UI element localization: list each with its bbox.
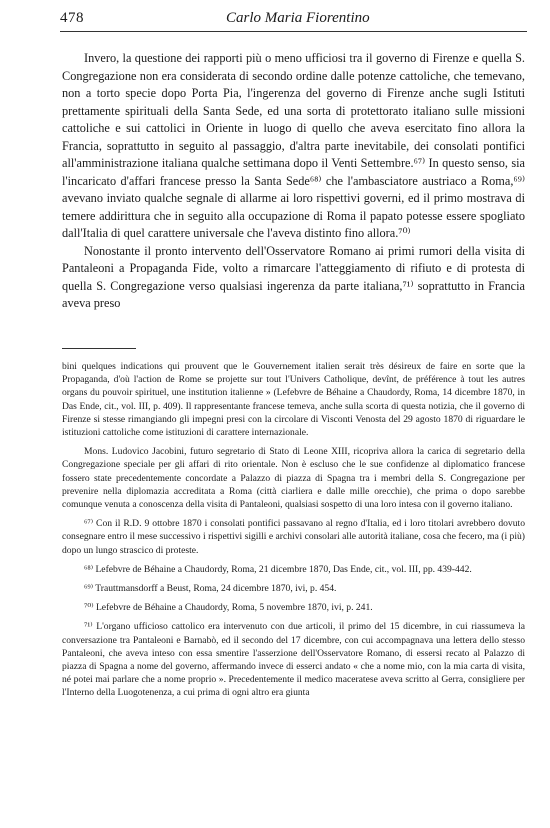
header-rule xyxy=(60,31,527,32)
footnotes xyxy=(62,360,525,700)
page-header xyxy=(0,10,550,32)
footnote-paragraph: Mons. Ludovico Jacobini, futuro segretario di Stato di Leone XIII, ricopriva allora la carica di segretario della Congregazione speciale per gli affari di rito orientale. Non è escluso che le sue confidenze al diplomatico francese fossero state precedentemente concordate a Palazzo di piazza di Spagna tra i membri della S. Congregazione per prevenire nella diplomazia accreditata a Roma (città ciarliera e dalle mille orecchie), che prima o dopo sarebbe comunque venuta a conoscenza della visita di Pantaleoni, qualsiasi sospetto di una loro intesa con il governo italiano. xyxy=(62,446,525,511)
page-number: 478 xyxy=(60,10,84,26)
running-title: Carlo Maria Fiorentino xyxy=(226,10,370,26)
footnote-67: ⁶⁷⁾ Con il R.D. 9 ottobre 1870 i consolati pontifici passavano al regno d'Italia, ed i loro titolari avrebbero dovuto consegnare entro il mese successivo i rispettivi sigilli e archivi consolari alle autorità italiane, cosa che fecero, ma (i più) dopo un lungo strascico di proteste. xyxy=(62,518,525,556)
main-paragraph-1: Invero, la questione dei rapporti più o meno ufficiosi tra il governo di Firenze e quella S. Congregazione non era considerata di secondo ordine dalle potenze cattoliche, che temevano, non a torto specie dopo Porta Pia, l'ingerenza del governo di Firenze anche sugli Istituti prettamente spirituali della Santa Sede, ed una sorta di protettorato italiano sulle missioni cattoliche e sui cattolici in Oriente in luogo di quello che aveva esercitato fino allora la Francia, soprattutto in seguito al passaggio, d'altra parte inevitabile, dei consolati pontifici all'amministrazione italiana qualche settimana dopo il Venti Settembre.⁶⁷⁾ In questo senso, sia l'incaricato d'affari francese presso la Santa Sede⁶⁸⁾ che l'ambasciatore austriaco a Roma,⁶⁹⁾ avevano inviato qualche segnale di allarme ai loro rispettivi governi, ed il primo mostrava di temere addirittura che in seguito alla occupazione di Roma il papato potesse essere spogliato dall'Italia di quel carattere universale che l'aveva distinto fino allora.⁷⁰⁾ xyxy=(62,51,525,240)
footnote-69: ⁶⁹⁾ Trauttmansdorff a Beust, Roma, 24 dicembre 1870, ivi, p. 454. xyxy=(84,583,337,595)
main-text xyxy=(62,50,525,313)
footnote-separator xyxy=(62,348,136,349)
main-paragraph-2: Nonostante il pronto intervento dell'Osservatore Romano ai primi rumori della visita di Pantaleoni a Propaganda Fide, volto a rimarcare l'atteggiamento di rifiuto e di protesta di quella S. Congregazione verso qualsiasi ingerenza da parte italiana,⁷¹⁾ soprattutto in Francia aveva preso xyxy=(62,243,525,310)
footnote-71: ⁷¹⁾ L'organo ufficioso cattolico era intervenuto con due articoli, il primo del 15 dicembre, in cui riassumeva la conversazione tra Pantaleoni e Barnabò, ed il secondo del 17 dicembre, con cui accompagnava una lettera dello stesso Pantaleoni, che aveva inteso con essa smentire l'asserzione dell'Osservatore Romano, di essersi recato al Palazzo di piazza di Spagna a nome del governo, affermando invece di esserci andato « che a nome mio, con la mia carta di visita, né potei mai parlare che a nome proprio ». Precedentemente il medico maceratese aveva scritto al Gerra, consigliere per l'Interno della Luogotenenza, a cui prima di ogni altro era giunta xyxy=(62,621,525,699)
footnote-70: ⁷⁰⁾ Lefebvre de Béhaine a Chaudordy, Roma, 5 novembre 1870, ivi, p. 241. xyxy=(84,602,373,614)
footnote-68: ⁶⁸⁾ Lefebvre de Béhaine a Chaudordy, Roma, 21 dicembre 1870, Das Ende, cit., vol. III, pp. 439-442. xyxy=(84,563,472,575)
footnote-continuation: bini quelques indications qui prouvent que le Gouvernement italien serait très désireux de faire en sorte que la Propaganda, d'où l'action de Rome se projette sur tout l'Univers Catholique, devînt, de préférence à tout les autres organs du pouvoir spirituel, une institution italienne » (Lefebvre de Béhaine a Chaudordy, Roma, 14 dicembre 1870, in Das Ende, cit., vol. III, p. 409). Il rappresentante francese temeva, anche sulla scorta di questa notizia, che il governo di Firenze si stesse rimangiando gli impegni presi con la circolare di Visconti Venosta del 29 agosto 1870 di riguardare le istituzioni cattoliche come istituzioni di carattere internazionale. xyxy=(62,361,525,439)
